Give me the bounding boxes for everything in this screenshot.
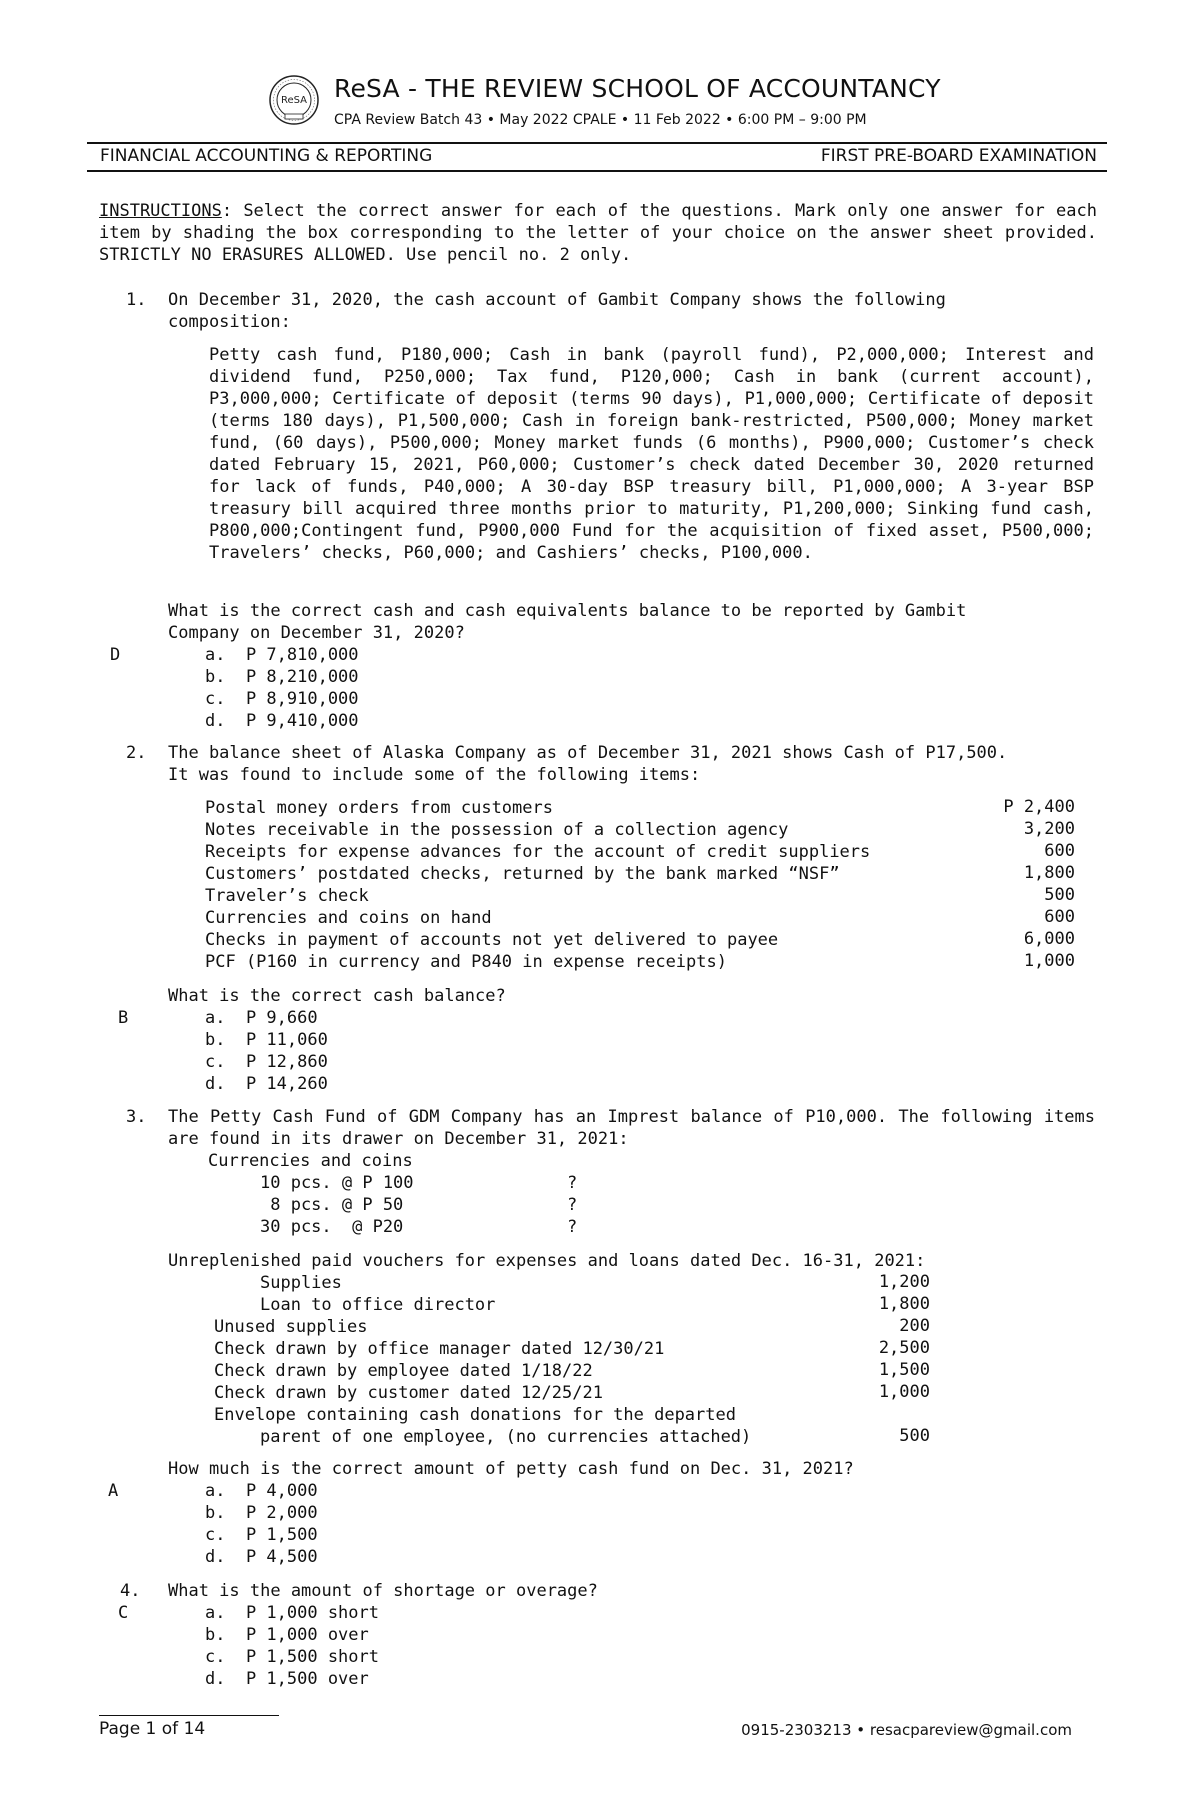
header-divider-top (87, 142, 1107, 144)
q3-coin-value: ? (567, 1173, 578, 1193)
page-number: Page 1 of 14 (99, 1719, 206, 1739)
batch-line: CPA Review Batch 43 • May 2022 CPALE • 11 Feb 2022 • 6:00 PM – 9:00 PM (334, 112, 867, 128)
q1-intro-line1: On December 31, 2020, the cash account of Gambit Company shows the following (168, 290, 946, 310)
resa-seal-logo (268, 74, 320, 126)
logo-text: ReSA (280, 95, 308, 106)
exam-title: FIRST PRE-BOARD EXAMINATION (820, 146, 1097, 166)
q4-choice-d: d. P 1,500 over (205, 1669, 369, 1689)
q2-question: What is the correct cash balance? (168, 986, 506, 1006)
q3-vouchers-label: Unreplenished paid vouchers for expenses and loans dated Dec. 16-31, 2021: (168, 1251, 926, 1271)
q2-item-amount: 1,000 (1023, 951, 1075, 971)
q3-answer-mark: A (108, 1481, 119, 1501)
q3-envelope-line1: Envelope containing cash donations for the departed (214, 1405, 736, 1425)
q1-question-line2: Company on December 31, 2020? (168, 623, 465, 643)
q2-answer-mark: B (118, 1008, 129, 1028)
q3-voucher-label: Loan to office director (260, 1295, 496, 1315)
instructions (99, 200, 1097, 266)
q1-choice-d: d. P 9,410,000 (205, 711, 359, 731)
q2-item-amount: 6,000 (1023, 929, 1075, 949)
q1-cash-details: Petty cash fund, P180,000; Cash in bank (payroll fund), P2,000,000; Interest and dividend fund, P250,000; Tax fund, P120,000; Cash in bank (current account), P3,000,000; Certificate of deposit (terms 90 days), P1,000,000; Certificate of deposit (terms 180 days), P1,500,000; Cash in foreign bank-restricted, P500,000; Money market fund, (60 days), P500,000; Money market funds (6 months), P900,000; Customer’s check dated February 15, 2021, P60,000; Customer’s check dated December 30, 2020 returned for lack of funds, P40,000; A 30-day BSP treasury bill, P1,000,000; A 3-year BSP treasury bill acquired three months prior to maturity, P1,200,000; Sinking fund cash, P800,000;Contingent fund, P900,000 Fund for the acquisition of fixed asset, P500,000; Travelers’ checks, P60,000; and Cashiers’ checks, P100,000. (209, 345, 1094, 563)
q2-item-amount: 600 (1044, 841, 1075, 861)
q1-choice-c: c. P 8,910,000 (205, 689, 359, 709)
q1-choice-b: b. P 8,210,000 (205, 667, 359, 687)
q1-intro-line2: composition: (168, 312, 291, 332)
q3-voucher-amount: 1,800 (878, 1294, 930, 1314)
q3-item-amount: 1,000 (878, 1382, 930, 1402)
q2-item-label: Checks in payment of accounts not yet delivered to payee (205, 930, 779, 950)
q3-question: How much is the correct amount of petty cash fund on Dec. 31, 2021? (168, 1459, 854, 1479)
q3-number: 3. (126, 1107, 147, 1127)
school-name: ReSA - THE REVIEW SCHOOL OF ACCOUNTANCY (334, 74, 941, 103)
q3-voucher-amount: 1,200 (878, 1272, 930, 1292)
q3-choice-c: c. P 1,500 (205, 1525, 318, 1545)
q2-item-label: Postal money orders from customers (205, 798, 553, 818)
q3-choice-b: b. P 2,000 (205, 1503, 318, 1523)
subject-title: FINANCIAL ACCOUNTING & REPORTING (100, 146, 433, 166)
q3-coin-label: 30 pcs. @ P20 (260, 1217, 404, 1237)
q4-number: 4. (120, 1581, 141, 1601)
q3-currencies-label: Currencies and coins (208, 1151, 413, 1171)
footer-divider (99, 1715, 279, 1716)
q1-answer-mark: D (110, 645, 121, 665)
q2-item-amount: 600 (1044, 907, 1075, 927)
q2-item-amount: 1,800 (1023, 863, 1075, 883)
q2-number: 2. (126, 743, 147, 763)
q3-item-label: Check drawn by office manager dated 12/30/21 (214, 1339, 665, 1359)
q2-intro-line1: The balance sheet of Alaska Company as of December 31, 2021 shows Cash of P17,500. (168, 743, 1008, 763)
q2-choice-c: c. P 12,860 (205, 1052, 328, 1072)
q3-coin-value: ? (567, 1195, 578, 1215)
q2-item-label: Customers’ postdated checks, returned by the bank marked “NSF” (205, 864, 840, 884)
q2-item-amount: 500 (1044, 885, 1075, 905)
q3-choice-a: a. P 4,000 (205, 1481, 318, 1501)
instructions-label: INSTRUCTIONS (99, 201, 222, 221)
q2-item-amount: 3,200 (1023, 819, 1075, 839)
q2-choice-a: a. P 9,660 (205, 1008, 318, 1028)
q3-item-label: Check drawn by customer dated 12/25/21 (214, 1383, 603, 1403)
footer-contact: 0915-2303213 • resacpareview@gmail.com (741, 1721, 1072, 1739)
instructions-text: : Select the correct answer for each of the questions. Mark only one answer for each item by shading the box corresponding to the letter of your choice on the answer sheet provided. STRICTLY NO ERASURES ALLOWED. Use pencil no. 2 only. (99, 201, 1097, 265)
q1-choice-a: a. P 7,810,000 (205, 645, 359, 665)
q3-intro: The Petty Cash Fund of GDM Company has an Imprest balance of P10,000. The following items are found in its drawer on December 31, 2021: (168, 1107, 1095, 1149)
q2-choice-b: b. P 11,060 (205, 1030, 328, 1050)
q2-item-amount: P 2,400 (1003, 797, 1075, 817)
q1-question-line1: What is the correct cash and cash equivalents balance to be reported by Gambit (168, 601, 967, 621)
q1-number: 1. (126, 290, 147, 310)
q4-answer-mark: C (118, 1603, 129, 1623)
q3-choice-d: d. P 4,500 (205, 1547, 318, 1567)
q3-item-amount: 2,500 (878, 1338, 930, 1358)
q2-item-label: Currencies and coins on hand (205, 908, 492, 928)
q4-choice-b: b. P 1,000 over (205, 1625, 369, 1645)
q2-item-label: Traveler’s check (205, 886, 369, 906)
q4-choice-c: c. P 1,500 short (205, 1647, 379, 1667)
q2-item-label: Notes receivable in the possession of a collection agency (205, 820, 789, 840)
q3-coin-label: 8 pcs. @ P 50 (260, 1195, 404, 1215)
q3-item-label: Unused supplies (214, 1317, 368, 1337)
q2-item-label: PCF (P160 in currency and P840 in expense receipts) (205, 952, 727, 972)
q2-choice-d: d. P 14,260 (205, 1074, 328, 1094)
q4-question: What is the amount of shortage or overage? (168, 1581, 598, 1601)
q3-envelope-amount: 500 (899, 1426, 930, 1446)
q2-item-label: Receipts for expense advances for the account of credit suppliers (205, 842, 871, 862)
q4-choice-a: a. P 1,000 short (205, 1603, 379, 1623)
q3-item-amount: 200 (899, 1316, 930, 1336)
q3-voucher-label: Supplies (260, 1273, 342, 1293)
q3-envelope-line2: parent of one employee, (no currencies attached) (260, 1427, 752, 1447)
q3-coin-value: ? (567, 1217, 578, 1237)
q3-item-label: Check drawn by employee dated 1/18/22 (214, 1361, 593, 1381)
q3-item-amount: 1,500 (878, 1360, 930, 1380)
q3-coin-label: 10 pcs. @ P 100 (260, 1173, 414, 1193)
header-divider-bottom (87, 170, 1107, 172)
q2-intro-line2: It was found to include some of the following items: (168, 765, 701, 785)
